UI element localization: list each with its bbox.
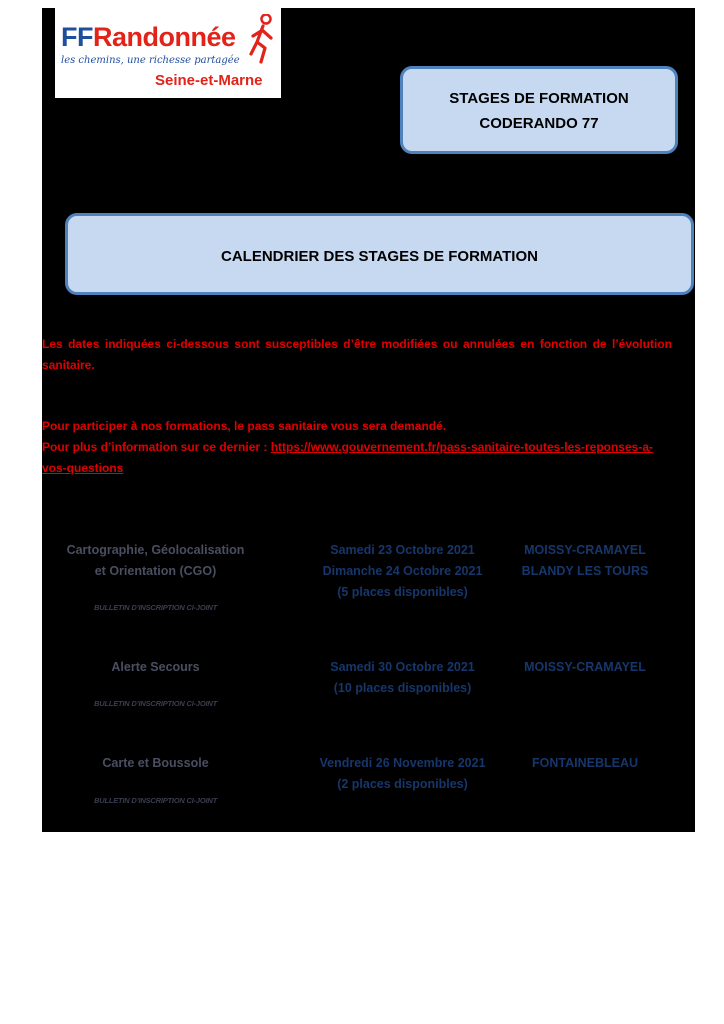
training-3-date-1: Vendredi 26 Novembre 2021 [319,756,486,770]
header-line-1: STAGES DE FORMATION [449,90,629,107]
header-box [400,66,678,154]
training-2-location [505,657,665,678]
training-2-title [58,657,253,678]
training-1-bulletin: BULLETIN D’INSCRIPTION CI-JOINT [94,603,217,612]
pass-sanitaire-notice: Pour participer à nos formations, le pass sanitaire vous sera demandé. [42,419,447,433]
training-2-title-line-1: Alerte Secours [111,660,200,674]
training-1-date-1: Samedi 23 Octobre 2021 [330,543,475,557]
training-2-date-1: Samedi 30 Octobre 2021 [330,660,475,674]
logo-brand-name: Randonnée [93,22,236,52]
training-3-dates [300,753,505,795]
hiker-icon [247,14,277,66]
info-line [42,437,672,479]
training-1-places: (5 places disponibles) [337,585,468,599]
calendar-title-box [65,213,694,295]
training-2-places: (10 places disponibles) [333,681,472,695]
training-1-location-1: MOISSY-CRAMAYEL [524,543,646,557]
training-1-location [505,540,665,582]
training-2-dates [300,657,505,699]
training-3-bulletin: BULLETIN D’INSCRIPTION CI-JOINT [94,796,217,805]
logo-department: Seine-et-Marne [155,72,263,89]
training-3-places: (2 places disponibles) [337,777,468,791]
logo-brand [61,22,236,53]
training-2-bulletin: BULLETIN D’INSCRIPTION CI-JOINT [94,699,217,708]
training-3-title [58,753,253,774]
logo-brand-ff: FF [61,22,93,52]
training-1-date-2: Dimanche 24 Octobre 2021 [322,564,483,578]
training-1-title-line-2: et Orientation (CGO) [94,564,217,578]
header-line-2: CODERANDO 77 [479,115,599,132]
training-1-title [58,540,253,582]
training-1-dates [300,540,505,603]
logo-tagline: les chemins, une richesse partagée [61,55,240,66]
training-3-location [505,753,665,774]
training-3-location-1: FONTAINEBLEAU [531,756,638,770]
training-1-title-line-1: Cartographie, Géolocalisation [66,543,245,557]
calendar-title: CALENDRIER DES STAGES DE FORMATION [221,248,538,265]
info-prefix: Pour plus d’information sur ce dernier : [42,440,271,454]
training-1-location-2: BLANDY LES TOURS [521,564,649,578]
training-2-location-1: MOISSY-CRAMAYEL [524,660,646,674]
notice-paragraph: Les dates indiquées ci-dessous sont susceptibles d’être modifiées ou annulées en fonction de l’évolution sanitaire. [42,337,672,372]
ffrandonnee-logo [55,8,281,98]
training-3-title-line-1: Carte et Boussole [102,756,209,770]
info-link[interactable]: https://www.gouvernement.fr/pass-sanitaire-toutes-les-reponses-a-vos-questions [42,440,653,475]
